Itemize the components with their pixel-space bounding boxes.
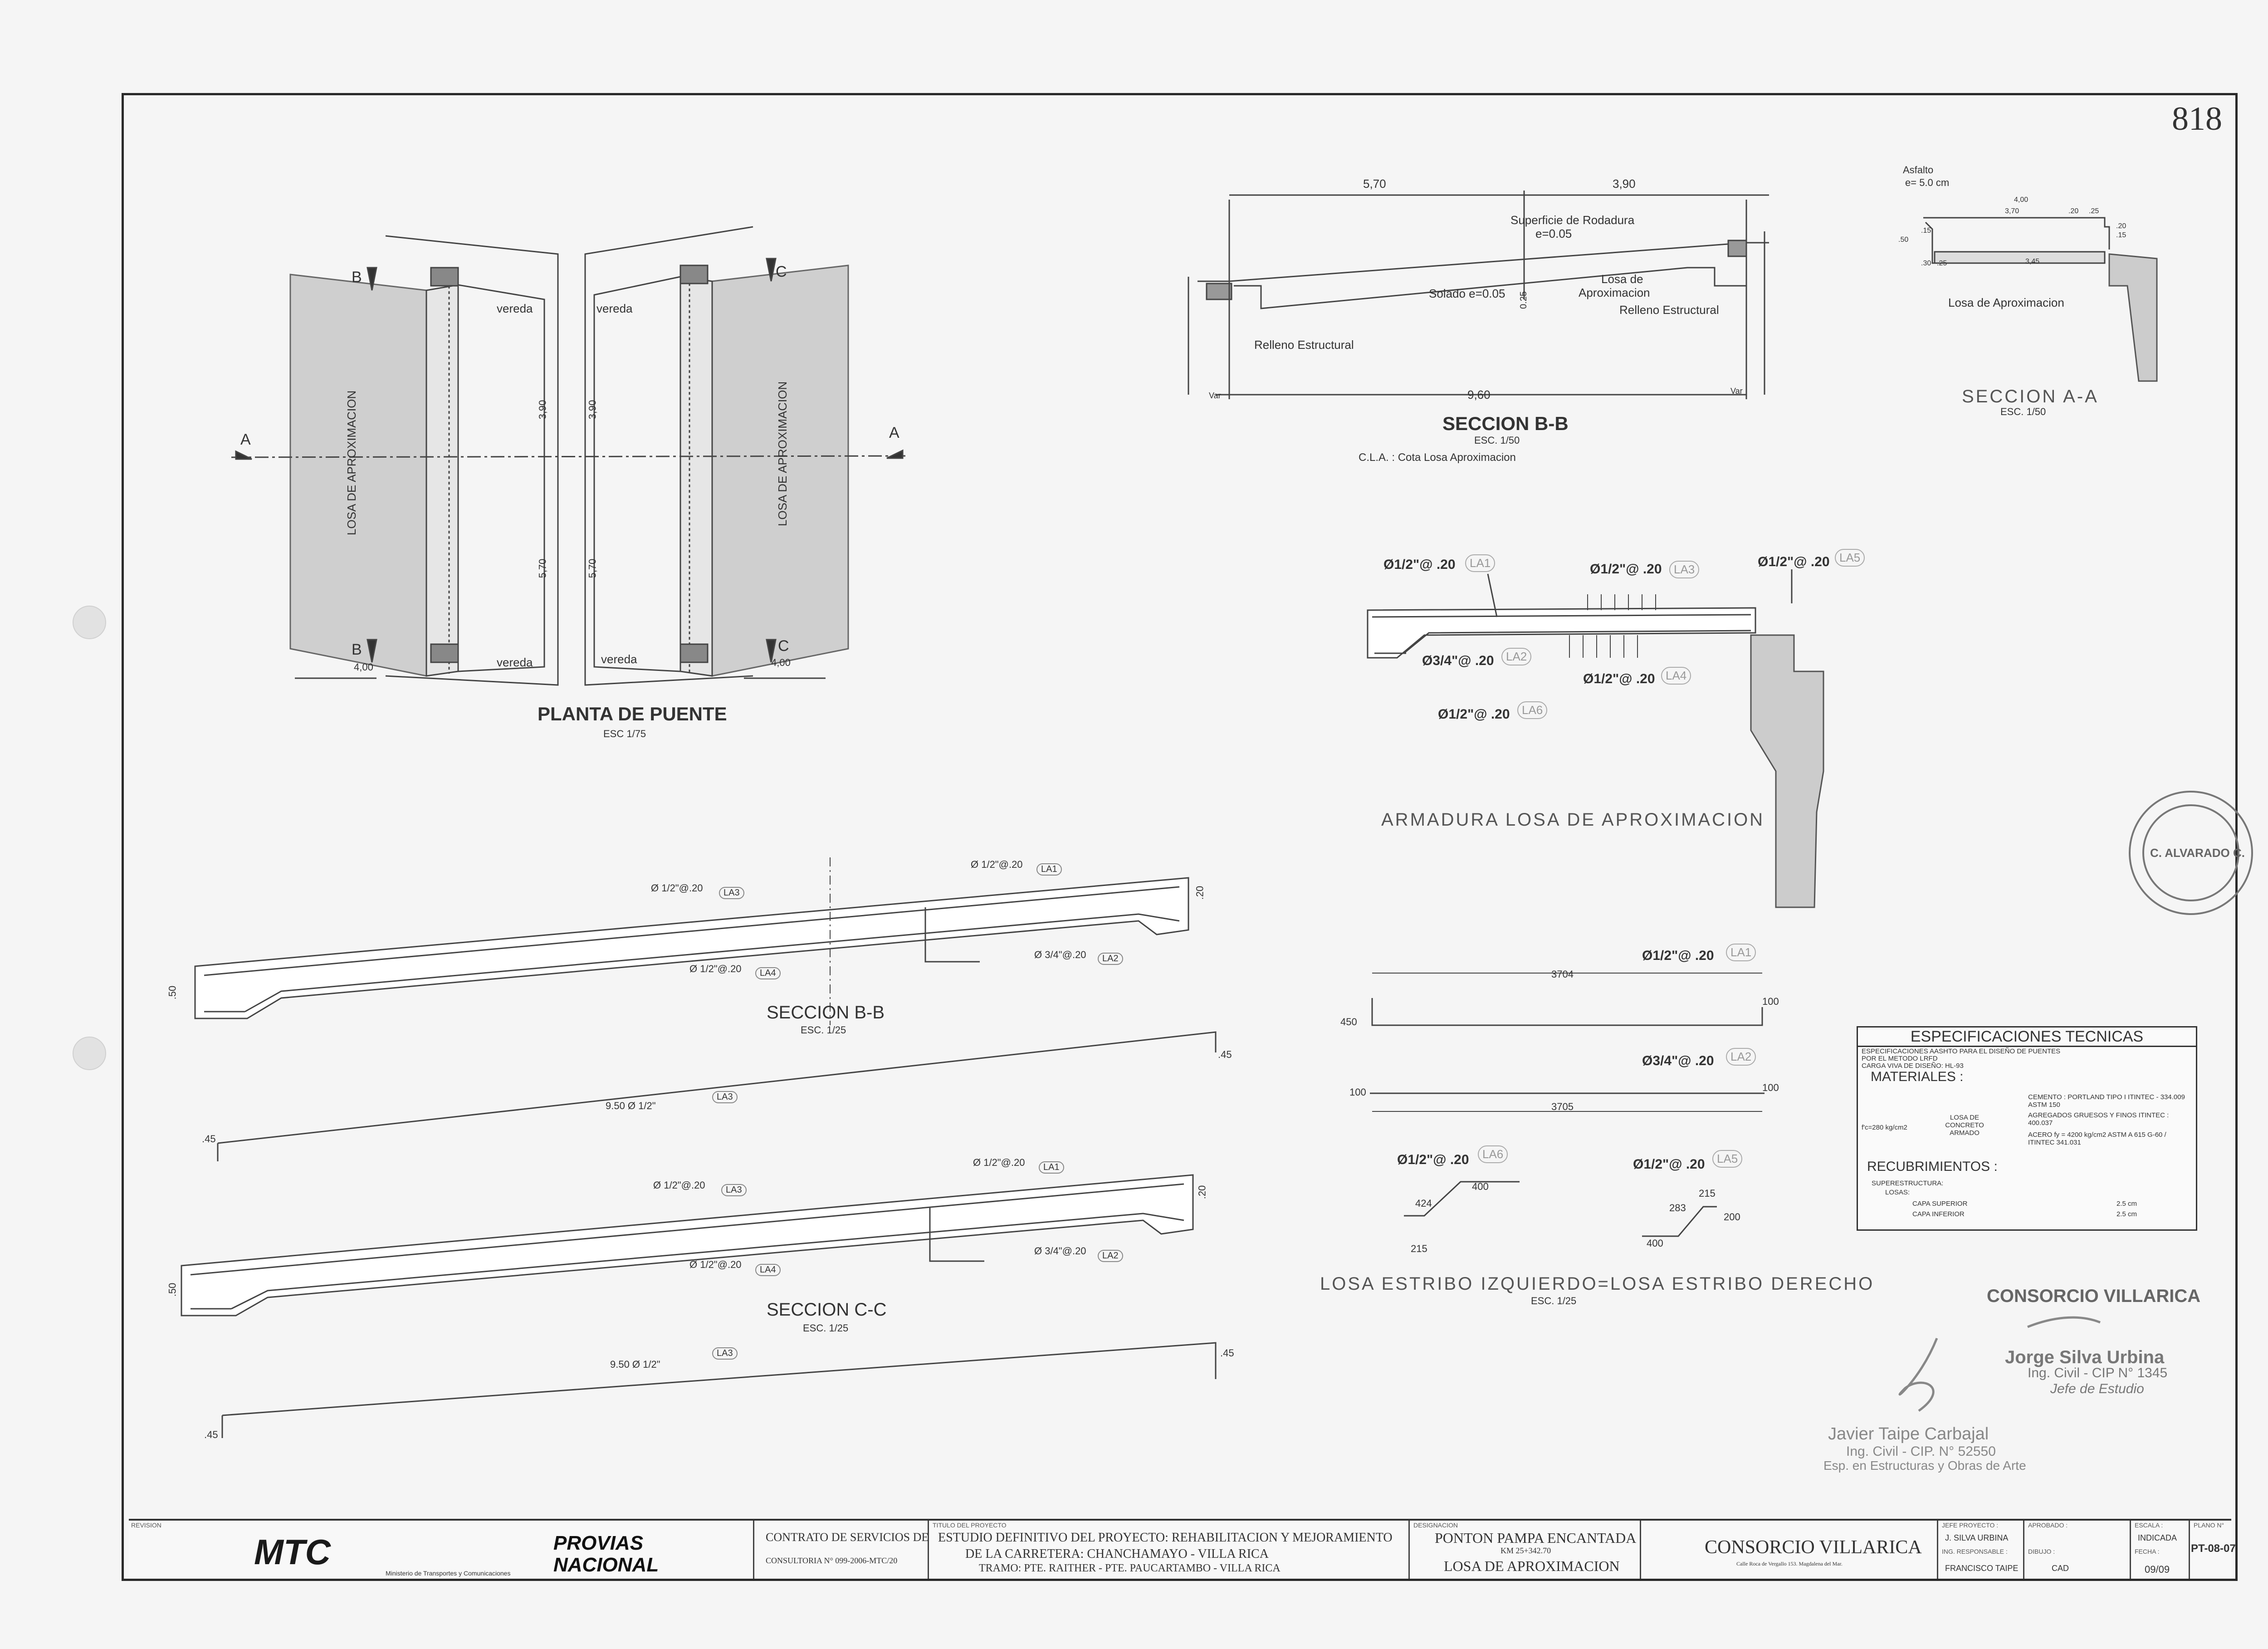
bar-label: Ø1/2"@ .20: [1438, 707, 1510, 722]
dim-label: 5,70: [1363, 177, 1386, 191]
vereda-label: vereda: [497, 656, 533, 669]
contrato-line2: CONSULTORIA N° 099-2006-MTC/20: [766, 1556, 898, 1565]
dim-label: 5,70: [537, 558, 548, 578]
bar-label: Ø1/2"@ .20: [1383, 557, 1456, 572]
aproximacion-label: Aproximacion: [1579, 286, 1650, 299]
vereda-label: vereda: [497, 302, 533, 315]
ministerio-label: Ministerio de Transportes y Comunicaciones: [386, 1570, 511, 1577]
dim-label: 215: [1411, 1243, 1427, 1254]
spec-capa-inf: CAPA INFERIOR: [1912, 1210, 1965, 1218]
bar-tag: LA5: [1835, 549, 1865, 567]
long-bar-label: 9.50 Ø 1/2": [606, 1100, 656, 1111]
signatory-role: Jefe de Estudio: [2050, 1381, 2144, 1396]
espesor-label: e=0.05: [1535, 227, 1572, 240]
plano-number: PT-08-07: [2191, 1542, 2236, 1555]
dim-label: 3704: [1551, 969, 1574, 980]
bar-label: Ø1/2"@ .20: [1642, 948, 1714, 963]
bar-label: Ø1/2"@ .20: [1758, 554, 1830, 569]
contrato-line1: CONTRATO DE SERVICIOS DE: [766, 1531, 929, 1544]
resp-caption: ING. RESPONSABLE :: [1942, 1548, 2008, 1555]
dim-label: .20: [1194, 886, 1206, 900]
bar-label: Ø1/2"@ .20: [1583, 671, 1655, 686]
dim-label: 200: [1724, 1211, 1740, 1223]
dim-label: 400: [1647, 1238, 1663, 1249]
asfalto-espesor: e= 5.0 cm: [1905, 177, 1950, 188]
bar-label: Ø1/2"@ .20: [1397, 1152, 1469, 1167]
seccion-aa-title: SECCION A-A: [1962, 387, 2099, 406]
bar-tag: LA1: [1726, 944, 1756, 961]
var-label: Var: [1730, 387, 1743, 396]
titulo-line2: DE LA CARRETERA: CHANCHAMAYO - VILLA RICA: [965, 1547, 1269, 1561]
empresa-name: CONSORCIO VILLARICA: [1705, 1537, 1922, 1558]
dim-label: .50: [1898, 236, 1909, 244]
signatory-role: Esp. en Estructuras y Obras de Arte: [1823, 1458, 2026, 1473]
dim-label: 424: [1415, 1198, 1432, 1209]
seccion-bb-low-title: SECCION B-B: [767, 1003, 885, 1023]
dim-label: 5,70: [587, 558, 598, 578]
bar-label: Ø 1/2"@.20: [689, 1259, 742, 1270]
relleno-label: Relleno Estructural: [1254, 338, 1354, 352]
bar-tag: LA2: [1726, 1048, 1756, 1066]
bar-label: Ø 1/2"@.20: [971, 859, 1023, 870]
section-marker-b: B: [352, 641, 362, 658]
designacion-line3: LOSA DE APROXIMACION: [1444, 1558, 1620, 1574]
plano-cell: [2189, 1521, 2236, 1579]
losa-de-label: Losa de: [1601, 272, 1643, 286]
bar-label: Ø 1/2"@.20: [973, 1157, 1025, 1168]
dim-label: 3,90: [1613, 177, 1636, 191]
bar-label: Ø3/4"@ .20: [1422, 653, 1494, 668]
dim-label: .45: [1220, 1347, 1234, 1359]
dim-label: .50: [166, 1282, 178, 1297]
bar-tag: LA3: [1669, 561, 1699, 578]
empresa-cell: [1640, 1521, 1937, 1579]
dim-label: 9,60: [1467, 388, 1491, 401]
armadura-title: ARMADURA LOSA DE APROXIMACION: [1381, 810, 1765, 830]
spec-line: ESPECIFICACIONES AASHTO PARA EL DISEÑO DE PUENTES: [1862, 1047, 2061, 1055]
bar-tag: LA6: [1478, 1145, 1508, 1163]
bar-label: Ø 3/4"@.20: [1034, 949, 1086, 960]
dim-label: .15: [2116, 231, 2126, 239]
dim-label: .20: [1196, 1185, 1208, 1199]
asfalto-label: Asfalto: [1903, 164, 1934, 176]
designacion-line1: PONTON PAMPA ENCANTADA: [1435, 1530, 1637, 1546]
dim-label: 3,45: [2025, 258, 2040, 265]
dim-label: 100: [1349, 1086, 1366, 1098]
dibujo-caption: DIBUJO :: [2028, 1548, 2055, 1555]
especificaciones-box: [1857, 1026, 2197, 1231]
section-marker-a: A: [240, 431, 251, 448]
dim-label: 0.25: [1518, 291, 1529, 309]
aprobado-caption: APROBADO :: [2028, 1522, 2068, 1529]
designacion-cell: [1408, 1521, 1640, 1579]
dim-label: 100: [1762, 1082, 1779, 1093]
spec-line: CARGA VIVA DE DISEÑO: HL-93: [1862, 1062, 1964, 1070]
fecha-value: 09/09: [2145, 1564, 2170, 1575]
dibujo-value: CAD: [2052, 1564, 2069, 1573]
provias-logo: [553, 1532, 659, 1576]
planta-title: PLANTA DE PUENTE: [538, 703, 727, 724]
dim-label: 400: [1472, 1181, 1489, 1192]
dim-label: .30: [1921, 259, 1931, 267]
dim-label: 4,00: [2014, 196, 2028, 204]
dim-label: .45: [1218, 1049, 1232, 1060]
spec-cemento: CEMENTO : PORTLAND TIPO I ITINTEC - 334.009 ASTM 150: [2028, 1093, 2185, 1109]
bar-tag: LA3: [712, 1347, 738, 1360]
resp-name: FRANCISCO TAIPE: [1945, 1564, 2019, 1573]
designacion-caption: DESIGNACION: [1413, 1522, 1458, 1529]
losa-estribo-title: LOSA ESTRIBO IZQUIERDO=LOSA ESTRIBO DERECHO: [1320, 1274, 1875, 1294]
seccion-bb-low-scale: ESC. 1/25: [801, 1024, 846, 1036]
spec-agregados: AGREGADOS GRUESOS Y FINOS ITINTEC : 400.037: [2028, 1111, 2169, 1127]
empresa-address: Calle Roca de Vergallo 153. Magdalena del Mar.: [1736, 1561, 1843, 1567]
vereda-label: vereda: [596, 302, 633, 315]
dim-label: .25: [2089, 207, 2099, 215]
spec-superestructura: SUPERESTRUCTURA:: [1872, 1179, 1944, 1187]
spec-title: ESPECIFICACIONES TECNICAS: [1858, 1028, 2196, 1047]
titulo-line3: TRAMO: PTE. RAITHER - PTE. PAUCARTAMBO - VILLA RICA: [979, 1562, 1281, 1574]
seccion-bb-scale: ESC. 1/50: [1474, 435, 1520, 446]
bar-tag: LA2: [1098, 1250, 1123, 1262]
jefe-caption: JEFE PROYECTO :: [1942, 1522, 1999, 1529]
signatory-name: Javier Taipe Carbajal: [1828, 1424, 1989, 1443]
dim-label: 100: [1762, 996, 1779, 1007]
dim-label: 283: [1669, 1202, 1686, 1214]
seccion-aa-scale: ESC. 1/50: [2000, 406, 2046, 417]
escala-value: INDICADA: [2138, 1533, 2177, 1542]
bar-tag: LA1: [1039, 1161, 1064, 1174]
losa-aprox-label: Losa de Aproximacion: [1948, 296, 2064, 309]
bar-tag: LA4: [1661, 667, 1691, 685]
spec-capa-inf-value: 2.5 cm: [2116, 1210, 2137, 1218]
seccion-cc-scale: ESC. 1/25: [803, 1322, 849, 1334]
bar-tag: LA4: [755, 967, 781, 979]
spec-line: POR EL METODO LRFD: [1862, 1055, 1938, 1062]
titulo-caption: TITULO DEL PROYECTO: [933, 1522, 1007, 1529]
relleno-label: Relleno Estructural: [1619, 303, 1719, 317]
superficie-label: Superficie de Rodadura: [1510, 213, 1635, 227]
dim-label: .25: [1937, 259, 1947, 267]
provias-line1: PROVIAS: [553, 1532, 644, 1554]
bar-tag: LA2: [1098, 953, 1123, 965]
bar-label: Ø1/2"@ .20: [1590, 562, 1662, 577]
spec-capa-sup-value: 2.5 cm: [2116, 1200, 2137, 1208]
bar-tag: LA2: [1501, 648, 1531, 665]
dim-label: .50: [166, 985, 178, 1000]
cla-note: C.L.A. : Cota Losa Aproximacion: [1359, 451, 1516, 464]
dim-label: 4,00: [354, 661, 373, 673]
spec-materiales: MATERIALES :: [1871, 1069, 1964, 1084]
bar-tag: LA6: [1517, 701, 1547, 719]
escala-cell: [2130, 1521, 2189, 1579]
section-marker-b: B: [352, 269, 362, 286]
losa-left-label: LOSA DE APROXIMACION: [345, 390, 358, 535]
spec-losas: LOSAS:: [1885, 1189, 1910, 1196]
bar-tag: LA4: [755, 1264, 781, 1276]
section-marker-c: C: [776, 263, 787, 280]
bar-tag: LA5: [1712, 1150, 1742, 1168]
fecha-caption: FECHA :: [2135, 1548, 2160, 1555]
bar-label: Ø1/2"@ .20: [1633, 1157, 1705, 1172]
bar-label: Ø 1/2"@.20: [689, 963, 742, 974]
escala-caption: ESCALA :: [2135, 1522, 2163, 1529]
provias-line2: NACIONAL: [553, 1554, 659, 1576]
long-bar-label: 9.50 Ø 1/2": [610, 1359, 660, 1370]
signatory-name: Jorge Silva Urbina: [2005, 1347, 2165, 1367]
bar-tag: LA3: [721, 1184, 747, 1196]
planta-scale: ESC 1/75: [603, 728, 646, 739]
consorcio-stamp: CONSORCIO VILLARICA: [1987, 1286, 2201, 1306]
titulo-line1: ESTUDIO DEFINITIVO DEL PROYECTO: REHABILITACION Y MEJORAMIENTO: [938, 1531, 1393, 1545]
signatory-cip: Ing. Civil - CIP. N° 52550: [1846, 1444, 1996, 1459]
dim-label: 3,90: [537, 400, 548, 420]
mtc-logo: MTC: [254, 1532, 331, 1572]
designacion-line2: KM 25+342.70: [1501, 1546, 1551, 1555]
spec-losa: LOSA DE CONCRETO ARMADO: [1945, 1114, 1984, 1137]
contrato-cell: [753, 1521, 928, 1579]
spec-recubrimientos: RECUBRIMIENTOS :: [1867, 1159, 1998, 1174]
jefe-name: J. SILVA URBINA: [1945, 1533, 2009, 1542]
bar-label: Ø 1/2"@.20: [653, 1179, 705, 1191]
titulo-cell: [928, 1521, 1408, 1579]
dim-label: .45: [202, 1133, 216, 1145]
spec-capa-sup: CAPA SUPERIOR: [1912, 1200, 1968, 1208]
spec-fc: f'c=280 kg/cm2: [1862, 1124, 1907, 1131]
signatory-cip: Ing. Civil - CIP N° 1345: [2028, 1365, 2168, 1380]
seccion-cc-title: SECCION C-C: [767, 1300, 887, 1320]
dim-label: 215: [1699, 1188, 1716, 1199]
vereda-label: vereda: [601, 652, 637, 666]
bar-tag: LA3: [719, 887, 744, 899]
var-label: Var: [1209, 391, 1221, 400]
dim-label: 4,00: [771, 657, 791, 668]
revision-label: REVISION: [131, 1522, 161, 1529]
bar-tag: LA1: [1465, 554, 1495, 572]
dim-label: 450: [1340, 1016, 1357, 1028]
plano-caption: PLANO N°: [2194, 1522, 2224, 1529]
dim-label: 3,70: [2005, 207, 2019, 215]
dim-label: 3,90: [587, 400, 598, 420]
bar-tag: LA1: [1036, 863, 1062, 876]
section-marker-c: C: [778, 637, 789, 655]
aprobado-cell: [2023, 1521, 2130, 1579]
jefe-cell: [1937, 1521, 2023, 1579]
bar-tag: LA3: [712, 1091, 738, 1103]
bar-label: Ø 3/4"@.20: [1034, 1245, 1086, 1257]
dim-label: .15: [1921, 227, 1931, 235]
engineer-seal: C. ALVARADO C.: [2150, 846, 2245, 860]
solado-label: Solado e=0.05: [1429, 287, 1505, 300]
dim-label: .20: [2068, 207, 2079, 215]
page-number: 818: [2172, 100, 2222, 137]
section-marker-a: A: [889, 424, 899, 441]
dim-label: .20: [2116, 222, 2126, 230]
bar-label: Ø3/4"@ .20: [1642, 1053, 1714, 1068]
dim-label: 3705: [1551, 1101, 1574, 1112]
dim-label: .45: [204, 1429, 218, 1440]
seccion-bb-title: SECCION B-B: [1442, 413, 1569, 434]
bar-label: Ø 1/2"@.20: [651, 882, 703, 894]
losa-right-label: LOSA DE APROXIMACION: [776, 381, 789, 526]
losa-estribo-scale: ESC. 1/25: [1531, 1295, 1577, 1306]
spec-acero: ACERO fy = 4200 kg/cm2 ASTM A 615 G-60 / ITINTEC 341.031: [2028, 1131, 2166, 1146]
